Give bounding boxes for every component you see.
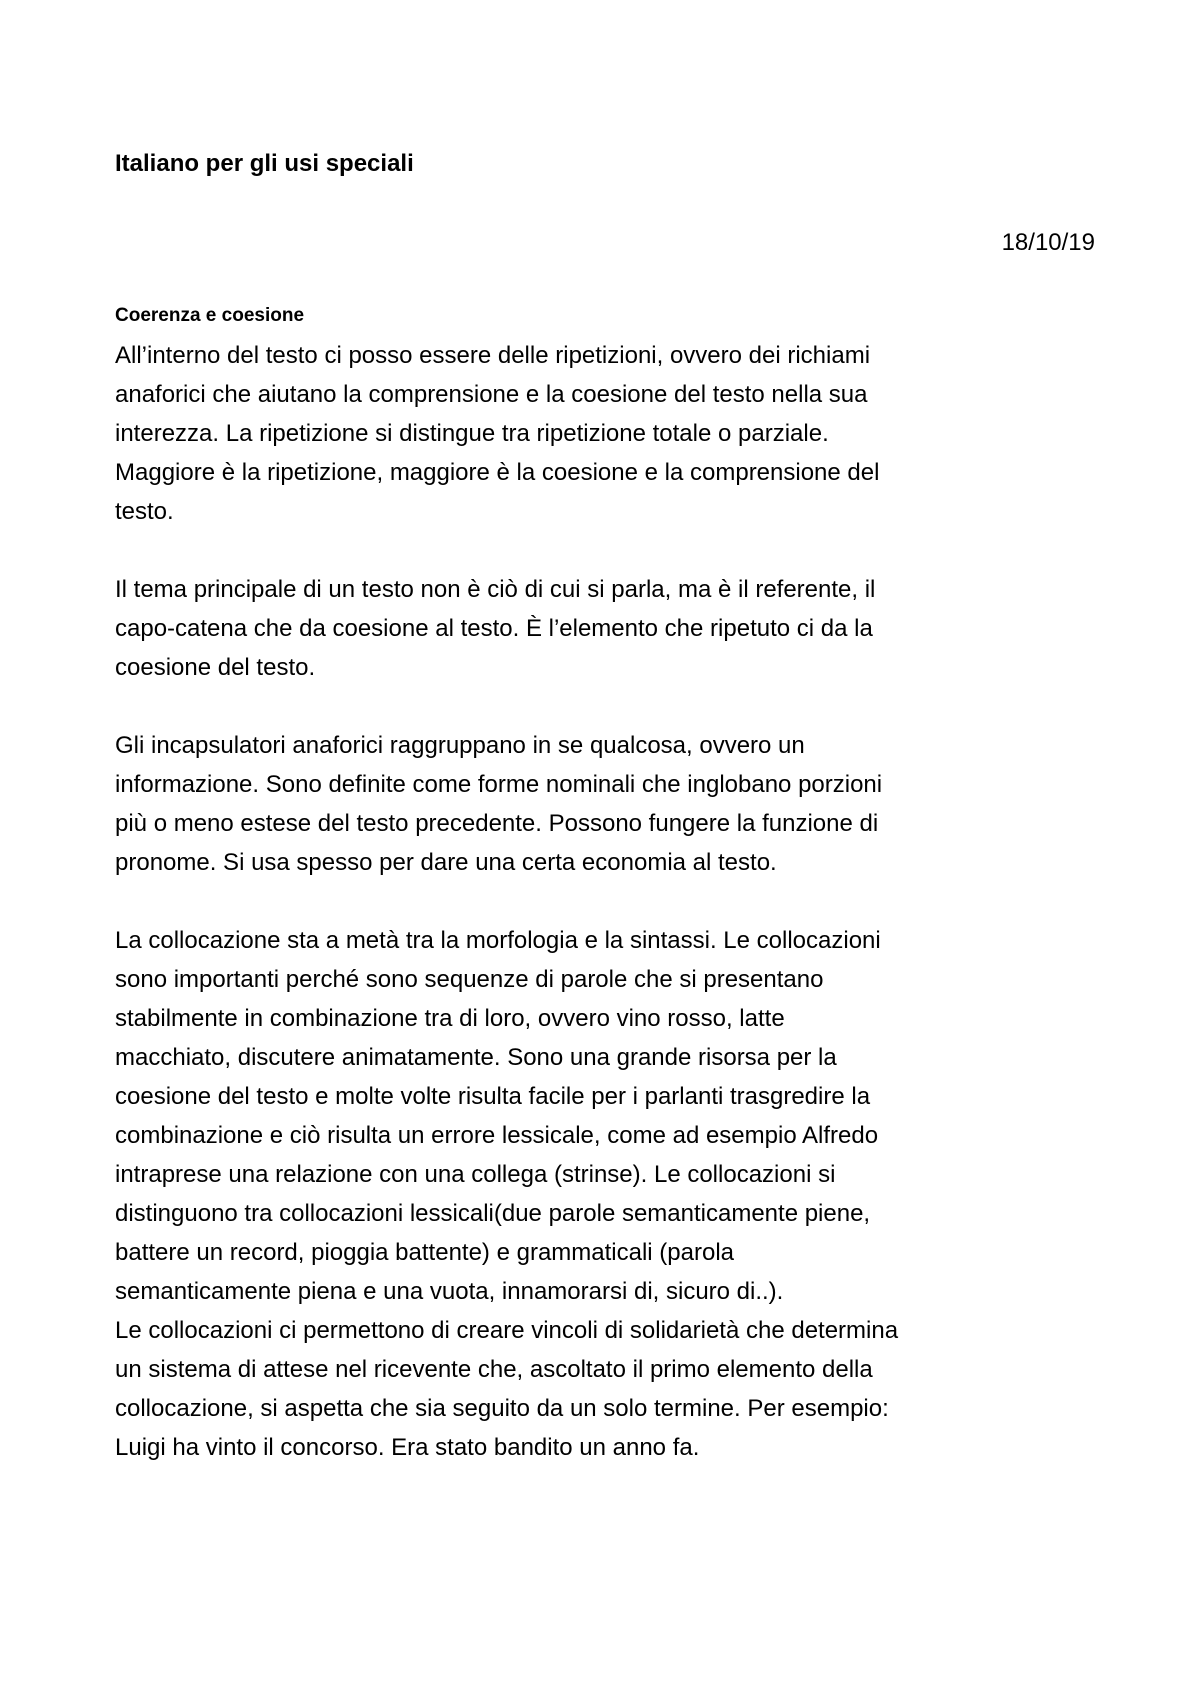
text-line: informazione. Sono definite come forme nominali che inglobano porzioni	[115, 771, 883, 798]
text-line: collocazione, si aspetta che sia seguito da un solo termine. Per esempio:	[115, 1395, 889, 1422]
document-body	[115, 336, 1095, 1467]
text-line: Il tema principale di un testo non è ciò di cui si parla, ma è il referente, il	[115, 576, 876, 603]
paragraph-anaphoric-encapsulators	[115, 726, 1095, 882]
text-line: All’interno del testo ci posso essere delle ripetizioni, ovvero dei richiami	[115, 342, 871, 369]
text-line: Maggiore è la ripetizione, maggiore è la coesione e la comprensione del	[115, 459, 880, 486]
text-line: macchiato, discutere animatamente. Sono una grande risorsa per la	[115, 1044, 837, 1071]
text-line: battere un record, pioggia battente) e grammaticali (parola	[115, 1239, 735, 1266]
text-line: più o meno estese del testo precedente. Possono fungere la funzione di	[115, 810, 879, 837]
paragraph-repetition	[115, 336, 1095, 531]
text-line: un sistema di attese nel ricevente che, ascoltato il primo elemento della	[115, 1356, 873, 1383]
text-line: sono importanti perché sono sequenze di parole che si presentano	[115, 966, 824, 993]
text-line: pronome. Si usa spesso per dare una certa economia al testo.	[115, 849, 777, 876]
text-line: capo-catena che da coesione al testo. È l’elemento che ripetuto ci da la	[115, 615, 873, 642]
section-heading: Coerenza e coesione	[115, 305, 305, 326]
text-line: distinguono tra collocazioni lessicali(due parole semanticamente piene,	[115, 1200, 871, 1227]
text-line: Le collocazioni ci permettono di creare vincoli di solidarietà che determina	[115, 1317, 899, 1344]
paragraph-main-theme	[115, 570, 1095, 687]
text-line: interezza. La ripetizione si distingue tra ripetizione totale o parziale.	[115, 420, 829, 447]
text-line: anaforici che aiutano la comprensione e la coesione del testo nella sua	[115, 381, 868, 408]
paragraph-collocations	[115, 921, 1095, 1467]
text-line: combinazione e ciò risulta un errore lessicale, come ad esempio Alfredo	[115, 1122, 879, 1149]
text-line: Luigi ha vinto il concorso. Era stato bandito un anno fa.	[115, 1434, 700, 1461]
text-line: semanticamente piena e una vuota, innamorarsi di, sicuro di..).	[115, 1278, 784, 1305]
document-title: Italiano per gli usi speciali	[115, 150, 414, 177]
text-line: stabilmente in combinazione tra di loro, ovvero vino rosso, latte	[115, 1005, 785, 1032]
document-date: 18/10/19	[1001, 229, 1095, 256]
text-line: Gli incapsulatori anaforici raggruppano in se qualcosa, ovvero un	[115, 732, 805, 759]
text-line: intraprese una relazione con una collega (strinse). Le collocazioni si	[115, 1161, 836, 1188]
text-line: coesione del testo e molte volte risulta facile per i parlanti trasgredire la	[115, 1083, 871, 1110]
text-line: testo.	[115, 498, 174, 525]
text-line: coesione del testo.	[115, 654, 316, 681]
text-line: La collocazione sta a metà tra la morfologia e la sintassi. Le collocazioni	[115, 927, 881, 954]
